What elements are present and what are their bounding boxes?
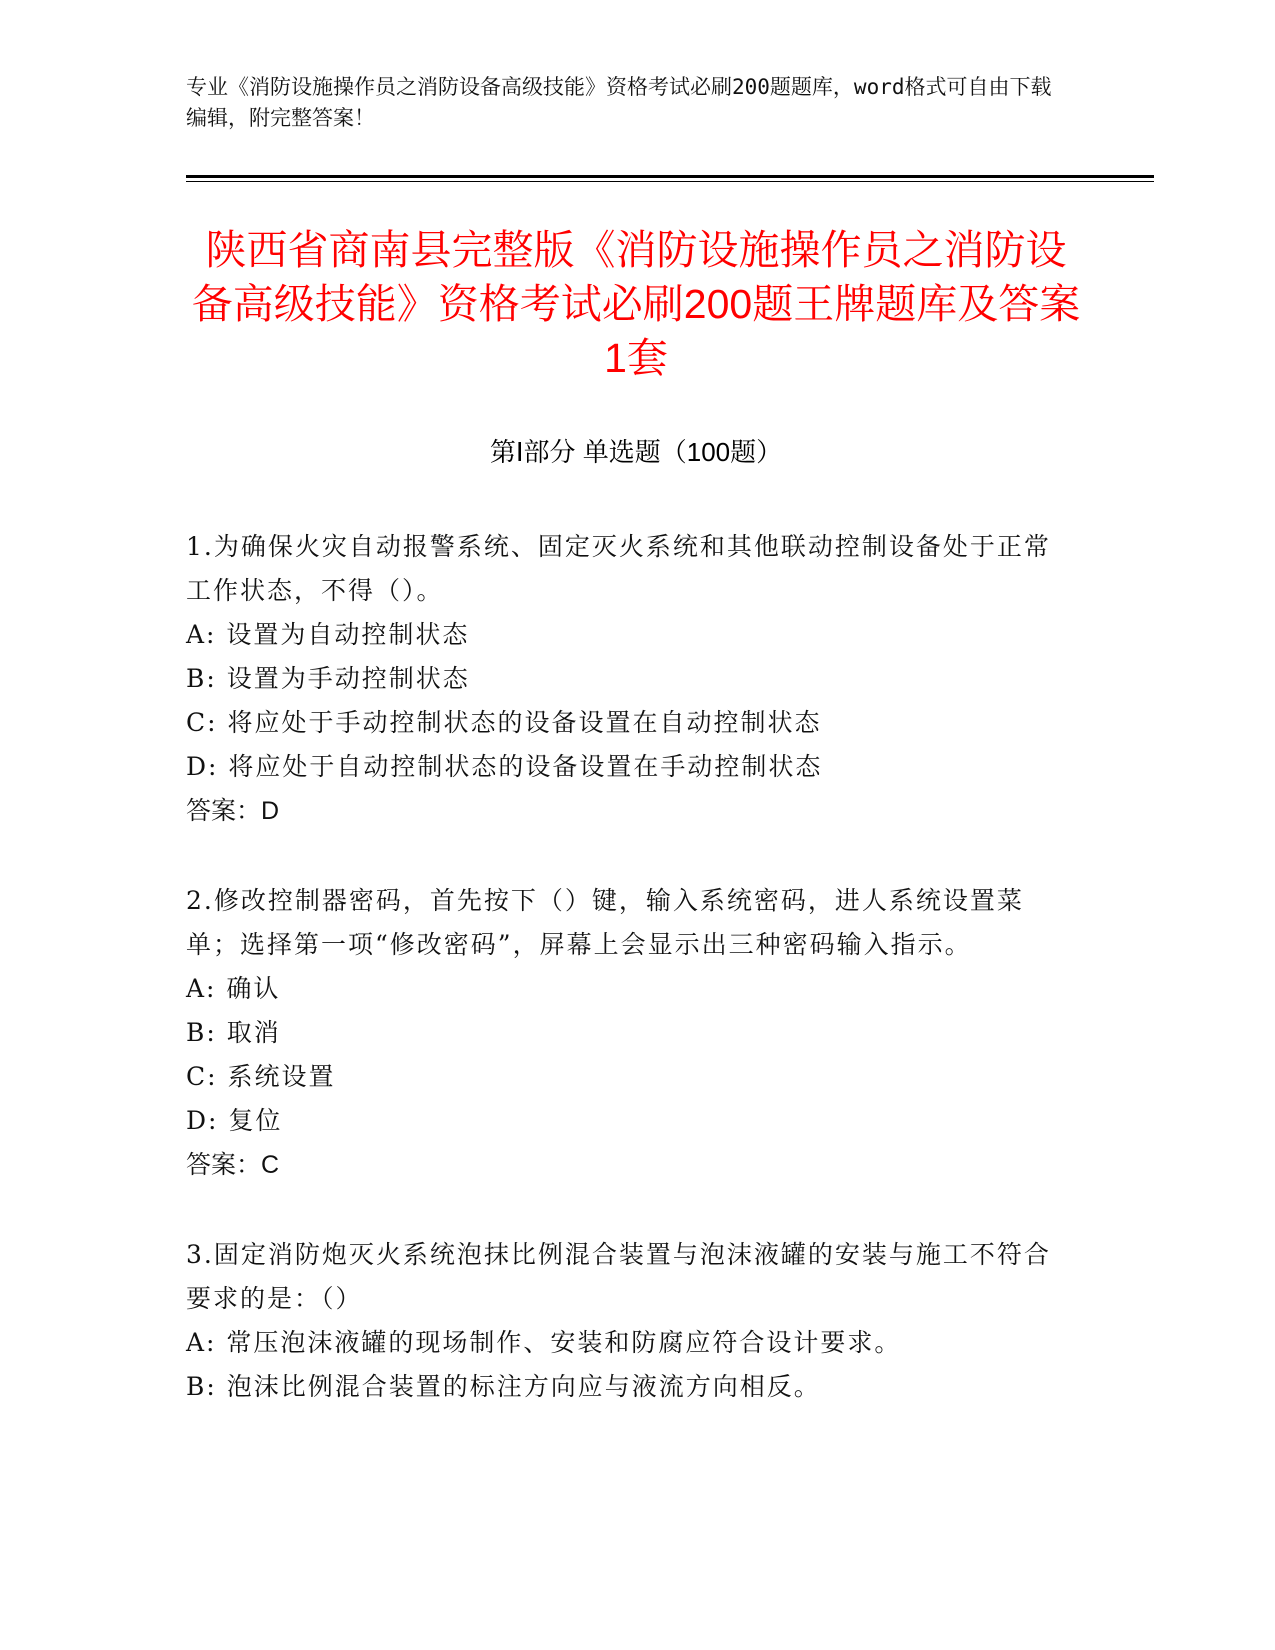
option-d: D: 复位 xyxy=(186,1106,283,1135)
option-b: B: 取消 xyxy=(186,1018,281,1047)
answer: 答案：C xyxy=(186,1151,280,1179)
document-title: 陕西省商南县完整版《消防设施操作员之消防设备高级技能》资格考试必刷200题王牌题库及答案1套 xyxy=(191,227,1081,381)
question-stem: 2.修改控制器密码，首先按下（）键，输入系统密码，进人系统设置菜单；选择第一项“修改密码”，屏幕上会显示出三种密码输入指示。 xyxy=(186,886,1024,959)
option-c: C: 将应处于手动控制状态的设备设置在自动控制状态 xyxy=(186,708,822,737)
option-a: A: 确认 xyxy=(186,974,281,1003)
question-2 xyxy=(186,879,1066,1187)
question-stem: 3.固定消防炮灭火系统泡抹比例混合装置与泡沫液罐的安装与施工不符合要求的是：（） xyxy=(186,1240,1051,1313)
section-title: 第Ⅰ部分 单选题（100题） xyxy=(489,437,783,467)
option-d: D: 将应处于自动控制状态的设备设置在手动控制状态 xyxy=(186,752,823,781)
header-note: 专业《消防设施操作员之消防设备高级技能》资格考试必刷200题题库，word格式可自由下载编辑，附完整答案！ xyxy=(186,75,1052,130)
answer: 答案：D xyxy=(186,797,280,825)
question-list xyxy=(186,525,1066,1455)
question-1 xyxy=(186,525,1066,833)
option-b: B: 设置为手动控制状态 xyxy=(186,664,470,693)
option-b: B: 泡沫比例混合装置的标注方向应与液流方向相反。 xyxy=(186,1372,821,1401)
header-divider-thick xyxy=(186,175,1154,178)
option-a: A: 设置为自动控制状态 xyxy=(186,620,470,649)
option-a: A: 常压泡沫液罐的现场制作、安装和防腐应符合设计要求。 xyxy=(186,1328,902,1357)
question-3 xyxy=(186,1233,1066,1409)
header-divider-thin xyxy=(186,181,1154,182)
question-stem: 1.为确保火灾自动报警系统、固定灭火系统和其他联动控制设备处于正常工作状态，不得（）。 xyxy=(186,532,1051,605)
option-c: C: 系统设置 xyxy=(186,1062,336,1091)
